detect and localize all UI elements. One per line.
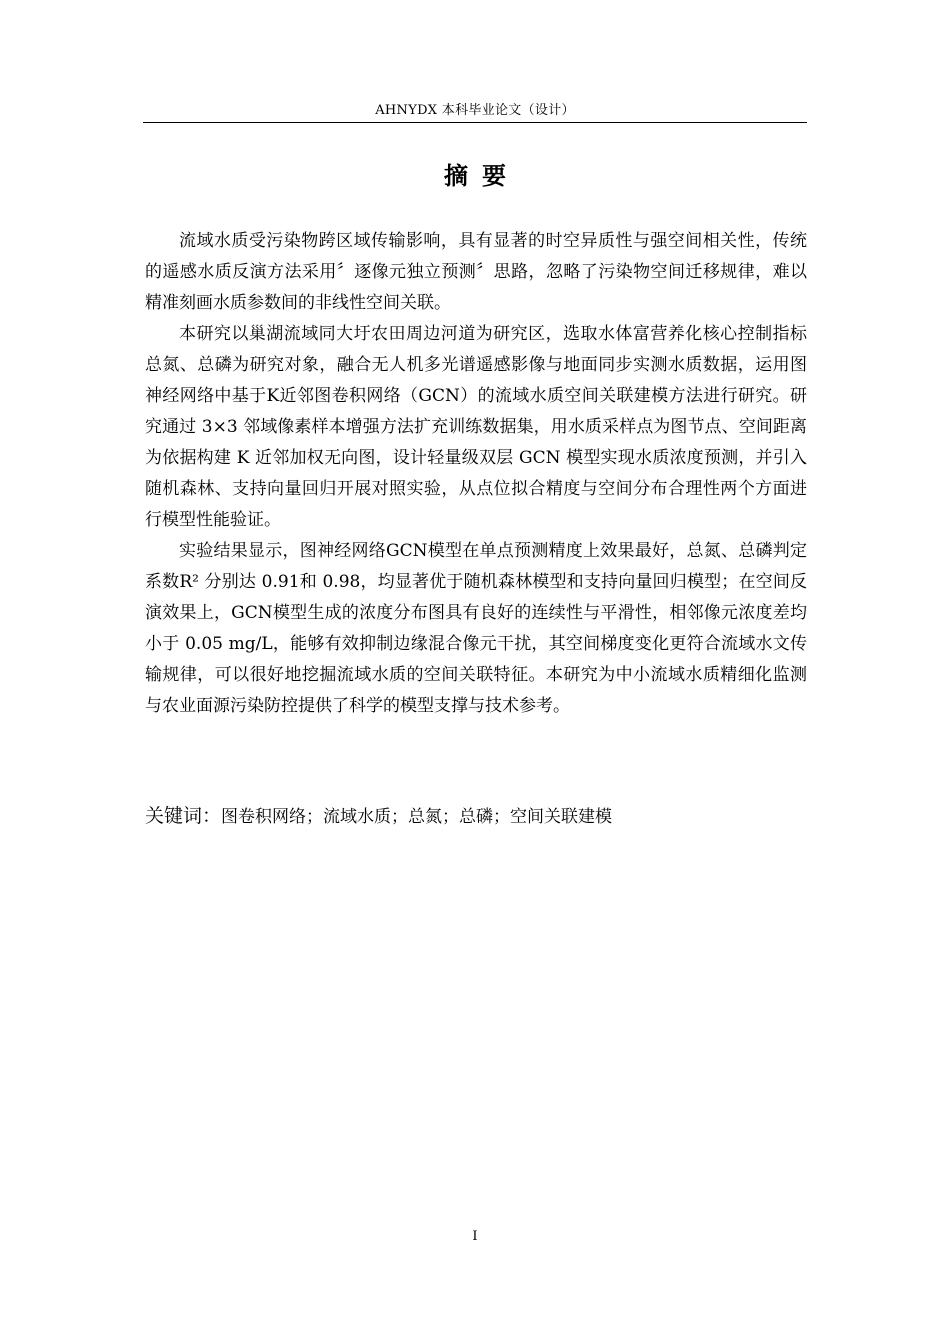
keywords-line bbox=[145, 800, 807, 833]
abstract-paragraph-2: 本研究以巢湖流域同大圩农田周边河道为研究区，选取水体富营养化核心控制指标总氮、总磷为研究对象，融合无人机多光谱遥感影像与地面同步实测水质数据，运用图神经网络中基于K近邻图卷积网络（GCN）的流域水质空间关联建模方法进行研究。研究通过 3×3 邻域像素样本增强方法扩充训练数据集，用水质采样点为图节点、空间距离为依据构建 K 近邻加权无向图，设计轻量级双层 GCN 模型实现水质浓度预测，并引入随机森林、支持向量回归开展对照实验，从点位拟合精度与空间分布合理性两个方面进行模型性能验证。 bbox=[145, 324, 807, 530]
abstract-heading: 摘要 bbox=[444, 162, 520, 190]
abstract-paragraph-1: 流域水质受污染物跨区域传输影响，具有显著的时空异质性与强空间相关性，传统的遥感水质反演方法采用〞逐像元独立预测〞思路，忽略了污染物空间迁移规律，难以精准刻画水质参数间的非线性空间关联。 bbox=[145, 231, 807, 313]
header-rule bbox=[143, 122, 807, 123]
page-number: I bbox=[472, 1229, 478, 1244]
running-header: AHNYDX 本科毕业论文（设计） bbox=[375, 103, 575, 118]
abstract-body bbox=[145, 226, 807, 722]
keywords-label: 关键词： bbox=[145, 805, 222, 827]
abstract-paragraph-3: 实验结果显示，图神经网络GCN模型在单点预测精度上效果最好，总氮、总磷判定系数R² 分别达 0.91和 0.98，均显著优于随机森林模型和支持向量回归模型；在空间反演效果上，GCN模型生成的浓度分布图具有良好的连续性与平滑性，相邻像元浓度差均小于 0.05 mg/L，能够有效抑制边缘混合像元干扰，其空间梯度变化更符合流域水文传输规律，可以很好地挖掘流域水质的空间关联特征。本研究为中小流域水质精细化监测与农业面源污染防控提供了科学的模型支撑与技术参考。 bbox=[145, 541, 807, 716]
keywords-list: 图卷积网络；流域水质；总氮；总磷；空间关联建模 bbox=[221, 807, 613, 827]
